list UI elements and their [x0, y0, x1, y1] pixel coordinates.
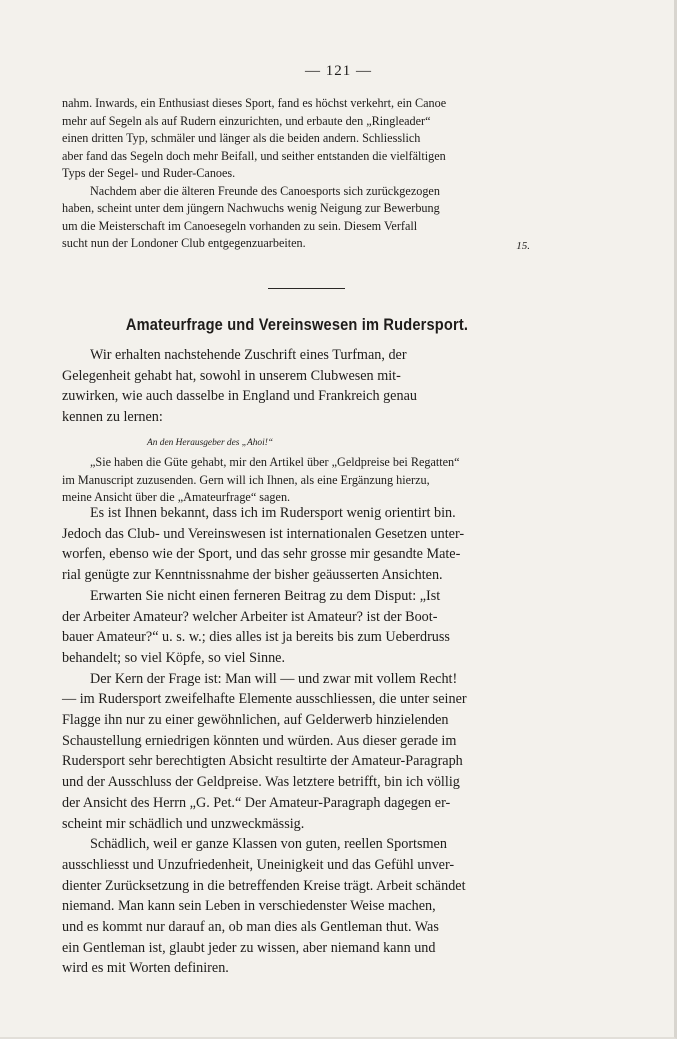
letter-paragraph-5: [62, 834, 532, 979]
line: nahm. Inwards, ein Enthusiast dieses Sport, fand es höchst verkehrt, ein Canoe: [62, 96, 447, 110]
line: Jedoch das Club- und Vereinswesen ist internationalen Gesetzen unter-: [62, 525, 465, 542]
line: Es ist Ihnen bekannt, dass ich im Rudersport wenig orientirt bin.: [90, 505, 456, 521]
line: mehr auf Segeln als auf Rudern einzurichten, und erbaute den „Ringleader“: [62, 113, 431, 128]
line: aber fand das Segeln doch mehr Beifall, und seither entstanden die vielfältigen: [62, 148, 446, 163]
line: sucht nun der Londoner Club entgegenzuarbeiten.: [62, 236, 306, 250]
line: Gelegenheit gehabt hat, sowohl in unserem Clubwesen mit-: [62, 367, 401, 384]
line: Schädlich, weil er ganze Klassen von guten, reellen Sportsmen: [90, 836, 447, 853]
line: Flagge ihn nur zu einer gewöhnlichen, auf Gelderwerb hinzielenden: [62, 712, 449, 729]
line: zuwirken, wie auch dasselbe in England und Frankreich genau: [62, 388, 417, 405]
line: und es kommt nur darauf an, ob man dies als Gentleman thut. Was: [62, 919, 439, 936]
top-paragraph-2: [62, 183, 532, 253]
line: ein Gentleman ist, glaubt jeder zu wissen, aber niemand kann und: [62, 939, 436, 956]
line: kennen zu lernen:: [62, 409, 163, 426]
line: — im Rudersport zweifelhafte Elemente ausschliessen, die unter seiner: [62, 691, 467, 708]
letter-body: [62, 503, 532, 979]
letter-address-block: [62, 436, 532, 451]
letter-paragraph-4: [62, 669, 532, 835]
line: scheint mir schädlich und unzweckmässig.: [62, 815, 305, 832]
line: Rudersport sehr berechtigten Absicht resultirte der Amateur-Paragraph: [62, 753, 463, 770]
article-heading: Amateurfrage und Vereinswesen im Rudersport.: [125, 315, 469, 334]
line: und der Ausschluss der Geldpreise. Was letztere betrifft, bin ich völlig: [62, 774, 460, 791]
line: Erwarten Sie nicht einen ferneren Beitrag zu dem Disput: „Ist: [90, 587, 441, 604]
letter-opening: [62, 454, 532, 507]
line: Typs der Segel- und Ruder-Canoes.: [62, 166, 236, 180]
article-intro: [62, 345, 532, 428]
line: behandelt; so viel Köpfe, so viel Sinne.: [62, 649, 286, 666]
letter-paragraph-2: [62, 503, 532, 586]
author-signature: 15.: [516, 240, 530, 252]
section-separator: [268, 288, 345, 289]
line: dienter Zurücksetzung in die betreffenden Kreise trägt. Arbeit schändet: [62, 877, 466, 894]
letter-paragraph-1: [62, 454, 532, 507]
continued-article: [62, 95, 532, 253]
letter-paragraph-3: [62, 586, 532, 669]
line: der Arbeiter Amateur? welcher Arbeiter ist Amateur? ist der Boot-: [62, 608, 438, 625]
line: bauer Amateur?“ u. s. w.; dies alles ist ja bereits bis zum Ueberdruss: [62, 629, 450, 646]
line: ausschliesst und Unzufriedenheit, Uneinigkeit und das Gefühl unver-: [62, 856, 455, 873]
line: meine Ansicht über die „Amateurfrage“ sagen.: [62, 490, 291, 504]
line: wird es mit Worten definiren.: [62, 960, 229, 977]
line: rial genügte zur Kenntnissnahme der bisher geäusserten Ansichten.: [62, 567, 443, 584]
line: um die Meisterschaft im Canoesegeln vorhanden zu sein. Diesem Verfall: [62, 218, 418, 233]
line: einen dritten Typ, schmäler und länger als die beiden andern. Schliesslich: [62, 131, 421, 145]
line: Wir erhalten nachstehende Zuschrift eines Turfman, der: [90, 347, 407, 363]
line: im Manuscript zuzusenden. Gern will ich Ihnen, als eine Ergänzung hierzu,: [62, 472, 430, 487]
line: niemand. Man kann sein Leben in verschiedenster Weise machen,: [62, 898, 436, 915]
top-paragraph-1: [62, 95, 532, 183]
line: Der Kern der Frage ist: Man will — und zwar mit vollem Recht!: [90, 670, 458, 687]
letter-address: An den Herausgeber des „Ahoi!“: [147, 438, 274, 448]
line: „Sie haben die Güte gehabt, mir den Artikel über „Geldpreise bei Regatten“: [90, 455, 460, 469]
line: haben, scheint unter dem jüngern Nachwuchs wenig Neigung zur Bewerbung: [62, 201, 440, 215]
line: Nachdem aber die älteren Freunde des Canoesports sich zurückgezogen: [90, 183, 440, 198]
page-number: — 121 —: [305, 63, 372, 79]
intro-paragraph: [62, 345, 532, 428]
line: der Ansicht des Herrn „G. Pet.“ Der Amateur-Paragraph dagegen er-: [62, 794, 451, 811]
line: worfen, ebenso wie der Sport, und das sehr grosse mir gesandte Mate-: [62, 546, 461, 563]
line: Schaustellung erniedrigen könnten und würden. Aus dieser gerade im: [62, 732, 457, 749]
